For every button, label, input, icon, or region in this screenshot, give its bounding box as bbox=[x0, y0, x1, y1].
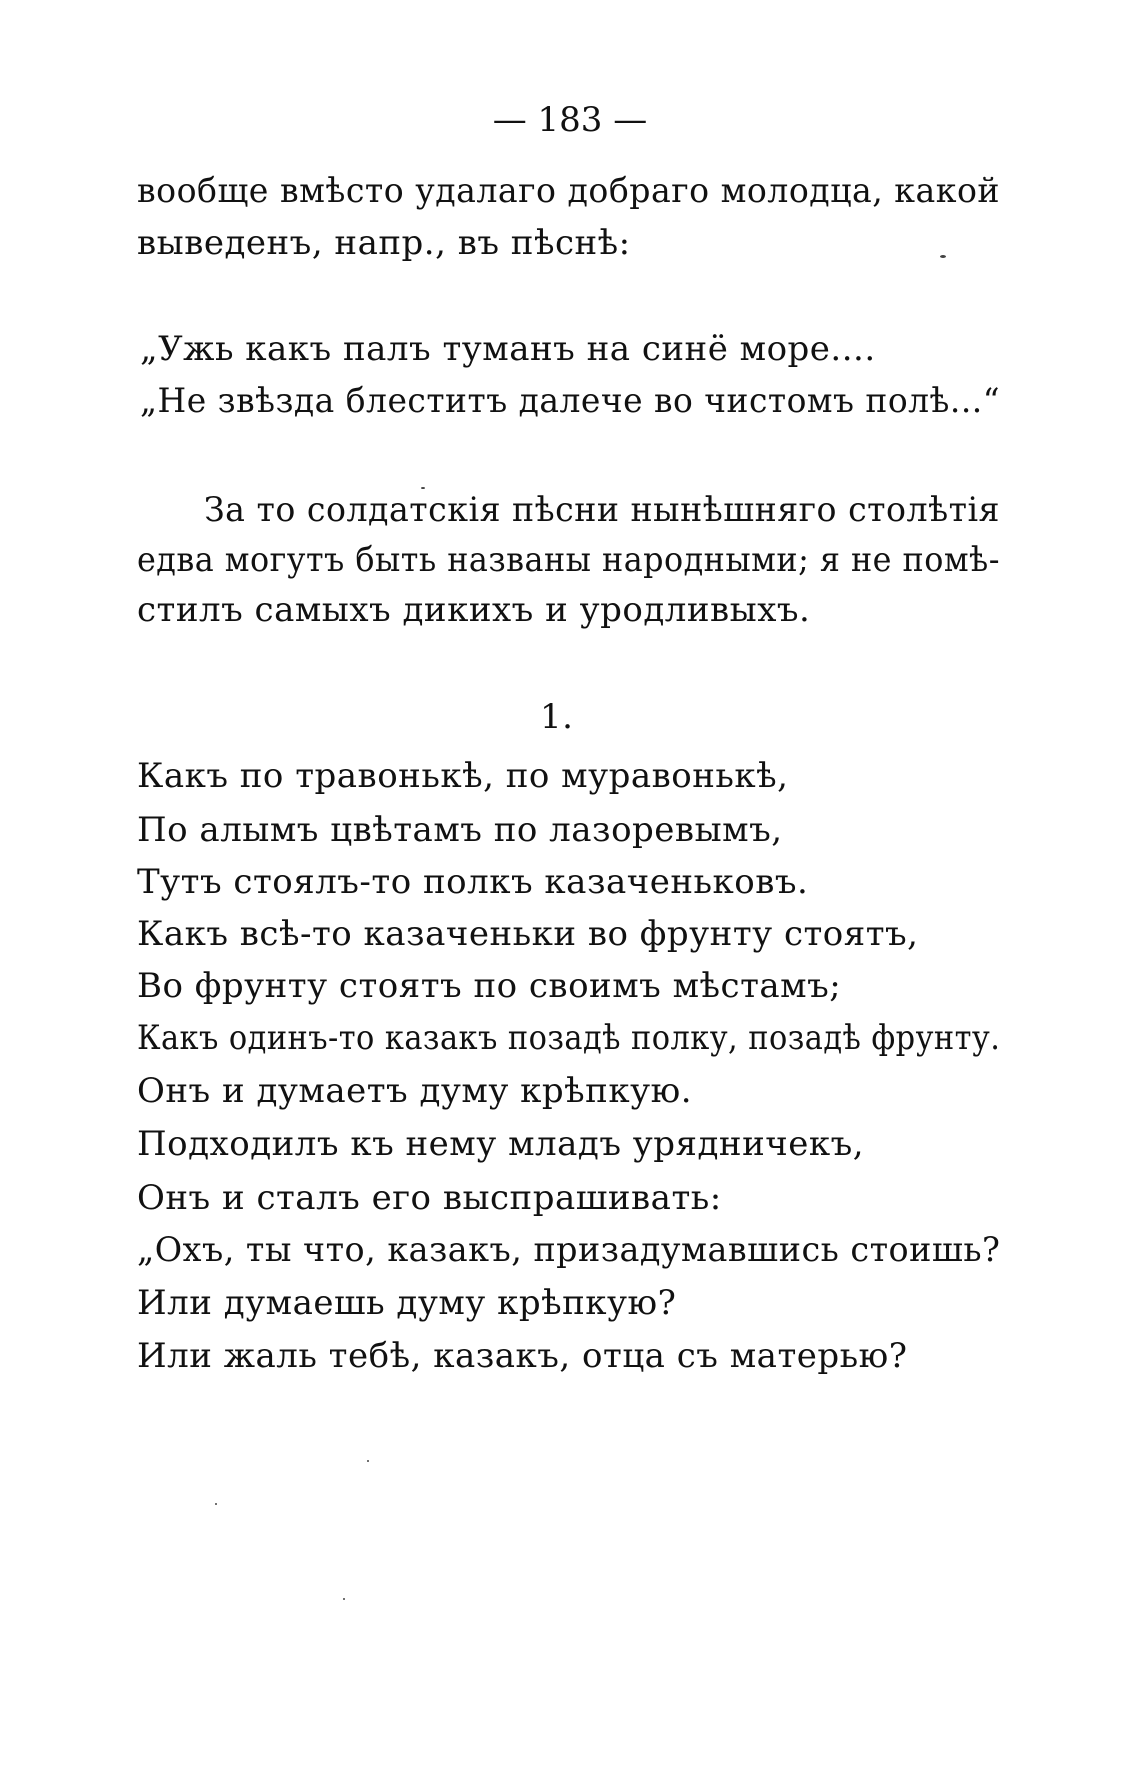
verse-line: Во фрунту стоятъ по своимъ мѣстамъ; bbox=[137, 966, 842, 1006]
scan-speck bbox=[367, 1460, 369, 1462]
verse-line: Какъ одинъ-то казакъ позадѣ полку, позадѣ фрунту. bbox=[137, 1018, 1001, 1058]
verse-line: Онъ и думаетъ думу крѣпкую. bbox=[137, 1071, 693, 1111]
paragraph-line: едва могутъ быть названы народными; я не помѣ- bbox=[137, 540, 1000, 580]
scan-speck bbox=[421, 487, 425, 489]
quote-line: „Ужь какъ палъ туманъ на синё море.... bbox=[140, 329, 876, 369]
verse-line: „Охъ, ты что, казакъ, призадумавшись стоишь? bbox=[137, 1230, 1001, 1270]
verse-line: Или думаешь думу крѣпкую? bbox=[137, 1283, 677, 1323]
scan-speck bbox=[215, 1503, 217, 1505]
scan-speck bbox=[940, 255, 946, 258]
verse-line: Подходилъ къ нему младъ урядничекъ, bbox=[137, 1124, 865, 1164]
paragraph-line: стилъ самыхъ дикихъ и уродливыхъ. bbox=[137, 590, 811, 630]
paragraph-line: За то солдатскія пѣсни нынѣшняго столѣтія bbox=[204, 490, 1000, 530]
verse-line: Какъ по травонькѣ, по муравонькѣ, bbox=[137, 756, 789, 796]
intro-line: вообще вмѣсто удалаго добраго молодца, какой bbox=[137, 171, 1001, 211]
verse-line: Или жаль тебѣ, казакъ, отца съ матерью? bbox=[137, 1336, 908, 1376]
page-number: — 183 — bbox=[492, 100, 648, 140]
intro-line: выведенъ, напр., въ пѣснѣ: bbox=[137, 223, 631, 263]
verse-line: По алымъ цвѣтамъ по лазоревымъ, bbox=[137, 810, 783, 850]
song-number: 1. bbox=[540, 697, 574, 737]
verse-line: Тутъ стоялъ-то полкъ казаченьковъ. bbox=[137, 862, 809, 902]
verse-line: Какъ всѣ-то казаченьки во фрунту стоятъ, bbox=[137, 914, 919, 954]
verse-line: Онъ и сталъ его выспрашивать: bbox=[137, 1178, 722, 1218]
scan-speck bbox=[343, 1598, 345, 1600]
quote-line: „Не звѣзда блеститъ далече во чистомъ полѣ...“ bbox=[140, 381, 1001, 421]
